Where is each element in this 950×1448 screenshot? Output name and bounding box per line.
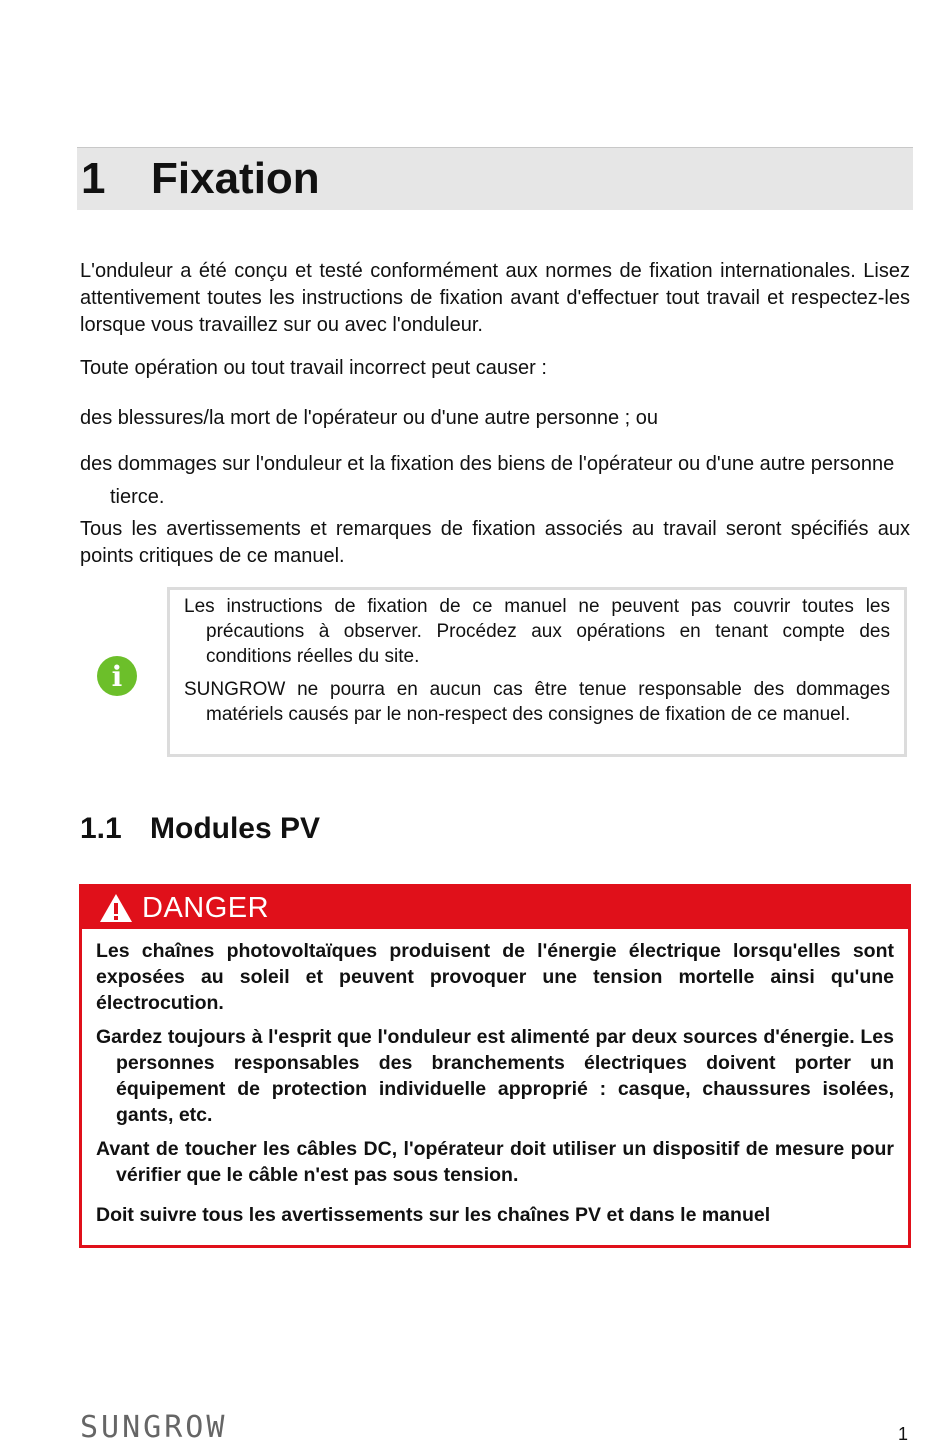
page-number: 1 — [898, 1424, 909, 1444]
note-item: Les instructions de fixation de ce manuel ne peuvent pas couvrir toutes les précautions à observer. Procédez aux opérations en tenant compte des conditions réelles du site. — [184, 596, 890, 667]
sungrow-logo: SUNGROW — [80, 1410, 228, 1445]
danger-header — [82, 887, 908, 929]
danger-body — [82, 929, 908, 1228]
danger-box — [79, 884, 911, 1248]
section-title: Modules PV — [150, 812, 321, 845]
consequence-item-1: des blessures/la mort de l'opérateur ou d'une autre personne ; ou — [80, 407, 658, 429]
danger-label: DANGER — [142, 891, 270, 924]
intro-paragraph: L'onduleur a été conçu et testé conformément aux normes de fixation internationales. Lisez attentivement toutes les instructions de fixation avant d'effectuer tout travail et respectez-les lorsque vous travaillez sur ou avec l'onduleur. — [80, 260, 910, 336]
danger-item: Doit suivre tous les avertissements sur les chaînes PV et dans le manuel — [96, 1204, 771, 1226]
consequence-item-2: des dommages sur l'onduleur et la fixation des biens de l'opérateur ou d'une autre personne tierce. — [80, 453, 895, 508]
chapter-number: 1 — [81, 154, 106, 203]
note-box — [167, 587, 907, 757]
info-icon: i — [97, 656, 137, 696]
section-heading — [80, 812, 320, 846]
intro-paragraph-2: Toute opération ou tout travail incorrect peut causer : — [80, 357, 547, 379]
warning-icon — [98, 892, 134, 924]
note-item: SUNGROW ne pourra en aucun cas être tenue responsable des dommages matériels causés par le non-respect des consignes de fixation de ce manuel. — [184, 679, 890, 725]
intro-paragraph-3: Tous les avertissements et remarques de fixation associés au travail seront spécifiés aux points critiques de ce manuel. — [80, 518, 910, 567]
chapter-heading — [77, 147, 913, 210]
section-number: 1.1 — [80, 812, 122, 845]
danger-item: Gardez toujours à l'esprit que l'onduleur est alimenté par deux sources d'énergie. Les personnes responsables des branchements électriques doivent porter un équipement de protection individuelle approprié : casque, chaussures isolées, gants, etc. — [96, 1026, 894, 1126]
danger-item: Avant de toucher les câbles DC, l'opérateur doit utiliser un dispositif de mesure pour vérifier que le câble n'est pas sous tension. — [96, 1138, 894, 1186]
chapter-title: Fixation — [151, 154, 320, 203]
danger-item: Les chaînes photovoltaïques produisent de l'énergie électrique lorsqu'elles sont exposées au soleil et peuvent provoquer une tension mortelle ainsi qu'une électrocution. — [96, 940, 894, 1014]
